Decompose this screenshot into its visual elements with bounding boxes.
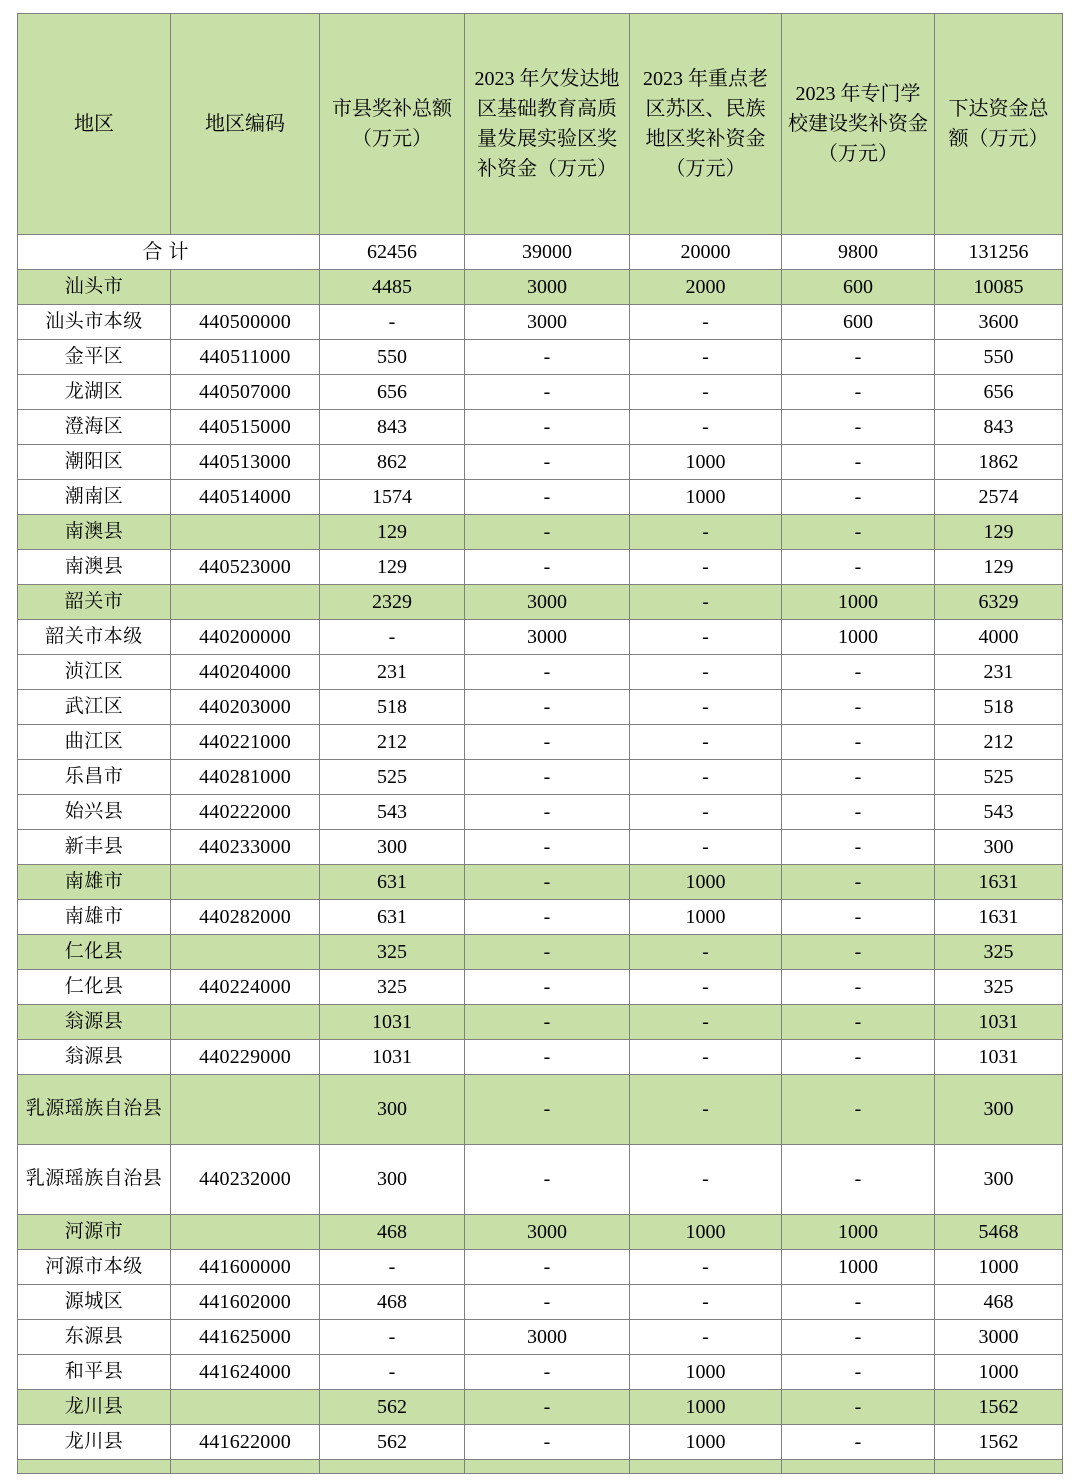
cell-region: 仁化县 <box>18 970 171 1005</box>
cell-oldarea: 1000 <box>630 480 782 515</box>
table-row <box>18 410 1063 445</box>
cell-special: - <box>782 550 935 585</box>
table-row <box>18 1285 1063 1320</box>
cell-region-code: 440282000 <box>171 900 320 935</box>
cell-citycounty: 631 <box>320 865 465 900</box>
table-row <box>18 585 1063 620</box>
cell-special: - <box>782 1390 935 1425</box>
cell-special: 600 <box>782 305 935 340</box>
cell-oldarea: 1000 <box>630 445 782 480</box>
cell-total: 300 <box>935 830 1063 865</box>
cell-underdev: - <box>465 1250 630 1285</box>
cell-region: 潮阳区 <box>18 445 171 480</box>
cell-region-code <box>171 1390 320 1425</box>
cell-special: - <box>782 830 935 865</box>
cell-region-code <box>171 270 320 305</box>
cell-total: 6329 <box>935 585 1063 620</box>
table-row <box>18 1460 1063 1474</box>
cell-region: 翁源县 <box>18 1005 171 1040</box>
cell-underdev: - <box>465 690 630 725</box>
cell-region-code: 440222000 <box>171 795 320 830</box>
cell-oldarea: - <box>630 410 782 445</box>
cell-total: 131256 <box>935 235 1063 270</box>
cell-special: 1000 <box>782 1215 935 1250</box>
cell-citycounty: 300 <box>320 1075 465 1145</box>
cell-citycounty: - <box>320 1355 465 1390</box>
cell-region: 南雄市 <box>18 900 171 935</box>
cell-citycounty: 300 <box>320 830 465 865</box>
cell-region-code: 440281000 <box>171 760 320 795</box>
table-row <box>18 725 1063 760</box>
cell-region: 南雄市 <box>18 865 171 900</box>
cell-total: 1000 <box>935 1355 1063 1390</box>
cell-total: 4000 <box>935 620 1063 655</box>
cell-region-code: 441602000 <box>171 1285 320 1320</box>
cell-region-code <box>171 865 320 900</box>
cell-total: 231 <box>935 655 1063 690</box>
cell-oldarea: - <box>630 760 782 795</box>
table-row <box>18 935 1063 970</box>
table-row <box>18 305 1063 340</box>
cell-oldarea: 1000 <box>630 1390 782 1425</box>
cell-special: - <box>782 900 935 935</box>
cell-special: - <box>782 725 935 760</box>
column-header-code: 地区编码 <box>171 14 320 235</box>
table-row <box>18 340 1063 375</box>
cell-special: - <box>782 795 935 830</box>
cell-oldarea: - <box>630 1320 782 1355</box>
cell-underdev: - <box>465 795 630 830</box>
cell-region: 潮南区 <box>18 480 171 515</box>
cell-region: 仁化县 <box>18 935 171 970</box>
table-row <box>18 445 1063 480</box>
cell-citycounty <box>320 1460 465 1474</box>
cell-oldarea <box>630 1460 782 1474</box>
cell-total: 2574 <box>935 480 1063 515</box>
cell-special: - <box>782 480 935 515</box>
cell-citycounty: 468 <box>320 1285 465 1320</box>
table-row <box>18 1005 1063 1040</box>
cell-region-code <box>171 515 320 550</box>
cell-region-code <box>171 1460 320 1474</box>
cell-region-code <box>171 1005 320 1040</box>
cell-region-code: 441625000 <box>171 1320 320 1355</box>
column-header-total: 下达资金总额（万元） <box>935 14 1063 235</box>
cell-underdev: 3000 <box>465 305 630 340</box>
cell-total: 129 <box>935 515 1063 550</box>
table-row <box>18 970 1063 1005</box>
table-row <box>18 690 1063 725</box>
cell-region-code: 440229000 <box>171 1040 320 1075</box>
cell-region-code <box>171 1075 320 1145</box>
cell-total: 543 <box>935 795 1063 830</box>
cell-total: 1031 <box>935 1005 1063 1040</box>
cell-oldarea: - <box>630 725 782 760</box>
cell-special: 9800 <box>782 235 935 270</box>
cell-region-code: 440224000 <box>171 970 320 1005</box>
cell-region-code <box>171 1215 320 1250</box>
cell-region: 浈江区 <box>18 655 171 690</box>
cell-citycounty: 550 <box>320 340 465 375</box>
cell-special: 1000 <box>782 620 935 655</box>
table-row <box>18 1390 1063 1425</box>
cell-region: 源城区 <box>18 1285 171 1320</box>
cell-underdev: - <box>465 1425 630 1460</box>
cell-special: - <box>782 655 935 690</box>
cell-region-code: 441622000 <box>171 1425 320 1460</box>
cell-region-code: 440511000 <box>171 340 320 375</box>
cell-underdev: - <box>465 550 630 585</box>
table-row <box>18 1355 1063 1390</box>
table-row <box>18 760 1063 795</box>
cell-total: 325 <box>935 935 1063 970</box>
cell-total: 129 <box>935 550 1063 585</box>
cell-region-code: 440221000 <box>171 725 320 760</box>
cell-citycounty: 62456 <box>320 235 465 270</box>
cell-citycounty: 212 <box>320 725 465 760</box>
cell-oldarea: - <box>630 1145 782 1215</box>
cell-special: 1000 <box>782 1250 935 1285</box>
cell-underdev: 3000 <box>465 270 630 305</box>
column-header-oldarea: 2023 年重点老区苏区、民族地区奖补资金（万元） <box>630 14 782 235</box>
cell-oldarea: - <box>630 1250 782 1285</box>
cell-special: - <box>782 1005 935 1040</box>
cell-region: 河源市 <box>18 1215 171 1250</box>
table-row <box>18 795 1063 830</box>
cell-region: 龙川县 <box>18 1390 171 1425</box>
cell-oldarea: - <box>630 515 782 550</box>
cell-oldarea: 20000 <box>630 235 782 270</box>
cell-oldarea: 1000 <box>630 1355 782 1390</box>
cell-oldarea: - <box>630 970 782 1005</box>
table-row <box>18 1145 1063 1215</box>
cell-citycounty: 1031 <box>320 1040 465 1075</box>
cell-special <box>782 1460 935 1474</box>
cell-region: 澄海区 <box>18 410 171 445</box>
cell-underdev: - <box>465 655 630 690</box>
cell-citycounty: 656 <box>320 375 465 410</box>
cell-total: 325 <box>935 970 1063 1005</box>
cell-underdev: - <box>465 1005 630 1040</box>
cell-region: 金平区 <box>18 340 171 375</box>
cell-total: 1562 <box>935 1425 1063 1460</box>
cell-total: 10085 <box>935 270 1063 305</box>
cell-citycounty: 129 <box>320 515 465 550</box>
cell-special: - <box>782 340 935 375</box>
cell-region: 南澳县 <box>18 550 171 585</box>
cell-region-code: 441600000 <box>171 1250 320 1285</box>
cell-region-code: 440515000 <box>171 410 320 445</box>
cell-region: 汕头市 <box>18 270 171 305</box>
cell-total: 5468 <box>935 1215 1063 1250</box>
cell-underdev: - <box>465 1285 630 1320</box>
cell-citycounty: 518 <box>320 690 465 725</box>
cell-region: 河源市本级 <box>18 1250 171 1285</box>
table-row <box>18 1250 1063 1285</box>
cell-region-code <box>171 935 320 970</box>
cell-region-code: 440233000 <box>171 830 320 865</box>
cell-region: 乳源瑶族自治县 <box>18 1145 171 1215</box>
cell-region: 和平县 <box>18 1355 171 1390</box>
column-header-citycounty: 市县奖补总额（万元） <box>320 14 465 235</box>
column-header-region: 地区 <box>18 14 171 235</box>
cell-underdev: - <box>465 480 630 515</box>
cell-underdev: - <box>465 760 630 795</box>
cell-oldarea: - <box>630 375 782 410</box>
cell-total: 3000 <box>935 1320 1063 1355</box>
cell-special: 600 <box>782 270 935 305</box>
cell-oldarea: - <box>630 1285 782 1320</box>
cell-total: 1000 <box>935 1250 1063 1285</box>
table-row <box>18 620 1063 655</box>
table-row <box>18 480 1063 515</box>
fund-allocation-table <box>17 13 1063 1474</box>
cell-special: - <box>782 375 935 410</box>
cell-special: - <box>782 1425 935 1460</box>
cell-special: - <box>782 515 935 550</box>
cell-citycounty: 231 <box>320 655 465 690</box>
cell-underdev: 3000 <box>465 620 630 655</box>
cell-special: - <box>782 865 935 900</box>
cell-underdev: - <box>465 1145 630 1215</box>
cell-region: 龙川县 <box>18 1425 171 1460</box>
cell-oldarea: 1000 <box>630 1215 782 1250</box>
cell-oldarea: - <box>630 690 782 725</box>
cell-underdev: - <box>465 1355 630 1390</box>
cell-underdev: - <box>465 900 630 935</box>
cell-underdev: 39000 <box>465 235 630 270</box>
cell-total: 3600 <box>935 305 1063 340</box>
cell-total: 1031 <box>935 1040 1063 1075</box>
cell-total: 656 <box>935 375 1063 410</box>
cell-citycounty: 129 <box>320 550 465 585</box>
cell-region-code: 440523000 <box>171 550 320 585</box>
cell-underdev: 3000 <box>465 585 630 620</box>
cell-citycounty: - <box>320 305 465 340</box>
cell-region-code: 440513000 <box>171 445 320 480</box>
cell-total: 843 <box>935 410 1063 445</box>
table-row <box>18 1320 1063 1355</box>
cell-region <box>18 1460 171 1474</box>
cell-region: 东源县 <box>18 1320 171 1355</box>
table-row <box>18 375 1063 410</box>
table-body <box>18 235 1063 1474</box>
table-header <box>18 14 1063 235</box>
cell-total: 1862 <box>935 445 1063 480</box>
cell-underdev: - <box>465 1390 630 1425</box>
cell-special: - <box>782 970 935 1005</box>
cell-region-code <box>171 585 320 620</box>
cell-oldarea: - <box>630 620 782 655</box>
cell-region-code: 441624000 <box>171 1355 320 1390</box>
cell-region-code: 440514000 <box>171 480 320 515</box>
table-row <box>18 270 1063 305</box>
cell-region: 乐昌市 <box>18 760 171 795</box>
cell-region-code: 440232000 <box>171 1145 320 1215</box>
table-row <box>18 235 1063 270</box>
cell-total: 1631 <box>935 900 1063 935</box>
cell-oldarea: - <box>630 305 782 340</box>
cell-underdev: 3000 <box>465 1320 630 1355</box>
cell-special: 1000 <box>782 585 935 620</box>
cell-citycounty: 1574 <box>320 480 465 515</box>
cell-total <box>935 1460 1063 1474</box>
cell-oldarea: 2000 <box>630 270 782 305</box>
cell-special: - <box>782 1075 935 1145</box>
cell-underdev: - <box>465 865 630 900</box>
cell-region: 翁源县 <box>18 1040 171 1075</box>
cell-special: - <box>782 410 935 445</box>
cell-total: 468 <box>935 1285 1063 1320</box>
cell-special: - <box>782 1285 935 1320</box>
cell-region-code: 440200000 <box>171 620 320 655</box>
cell-citycounty: 2329 <box>320 585 465 620</box>
cell-oldarea: 1000 <box>630 900 782 935</box>
cell-region: 曲江区 <box>18 725 171 760</box>
cell-underdev: - <box>465 1040 630 1075</box>
row-total-label: 合计 <box>18 235 320 270</box>
cell-citycounty: 325 <box>320 935 465 970</box>
cell-oldarea: - <box>630 935 782 970</box>
table-row <box>18 1075 1063 1145</box>
cell-citycounty: - <box>320 1250 465 1285</box>
cell-citycounty: 1031 <box>320 1005 465 1040</box>
cell-region: 南澳县 <box>18 515 171 550</box>
cell-region: 汕头市本级 <box>18 305 171 340</box>
cell-underdev: - <box>465 445 630 480</box>
cell-underdev: - <box>465 935 630 970</box>
cell-oldarea: - <box>630 1005 782 1040</box>
cell-region: 始兴县 <box>18 795 171 830</box>
cell-citycounty: 525 <box>320 760 465 795</box>
cell-region: 龙湖区 <box>18 375 171 410</box>
cell-underdev: 3000 <box>465 1215 630 1250</box>
cell-oldarea: - <box>630 1075 782 1145</box>
cell-oldarea: 1000 <box>630 865 782 900</box>
cell-special: - <box>782 1040 935 1075</box>
cell-oldarea: - <box>630 340 782 375</box>
cell-underdev: - <box>465 725 630 760</box>
cell-citycounty: 631 <box>320 900 465 935</box>
cell-oldarea: - <box>630 655 782 690</box>
cell-citycounty: 562 <box>320 1390 465 1425</box>
cell-special: - <box>782 760 935 795</box>
cell-special: - <box>782 1320 935 1355</box>
table-row <box>18 515 1063 550</box>
cell-underdev: - <box>465 830 630 865</box>
cell-special: - <box>782 935 935 970</box>
cell-oldarea: - <box>630 1040 782 1075</box>
cell-total: 1631 <box>935 865 1063 900</box>
table-row <box>18 1425 1063 1460</box>
cell-underdev: - <box>465 340 630 375</box>
table-row <box>18 1040 1063 1075</box>
cell-citycounty: 862 <box>320 445 465 480</box>
cell-underdev: - <box>465 1075 630 1145</box>
cell-citycounty: 468 <box>320 1215 465 1250</box>
header-row <box>18 14 1063 235</box>
table-row <box>18 865 1063 900</box>
cell-citycounty: - <box>320 620 465 655</box>
cell-total: 300 <box>935 1145 1063 1215</box>
cell-citycounty: 843 <box>320 410 465 445</box>
column-header-underdev: 2023 年欠发达地区基础教育高质量发展实验区奖补资金（万元） <box>465 14 630 235</box>
cell-region: 武江区 <box>18 690 171 725</box>
table-row <box>18 830 1063 865</box>
cell-oldarea: 1000 <box>630 1425 782 1460</box>
cell-underdev: - <box>465 410 630 445</box>
cell-total: 212 <box>935 725 1063 760</box>
cell-oldarea: - <box>630 585 782 620</box>
cell-region-code: 440204000 <box>171 655 320 690</box>
cell-region-code: 440500000 <box>171 305 320 340</box>
cell-underdev: - <box>465 375 630 410</box>
cell-underdev <box>465 1460 630 1474</box>
cell-special: - <box>782 690 935 725</box>
cell-citycounty: 325 <box>320 970 465 1005</box>
cell-special: - <box>782 1355 935 1390</box>
cell-region: 乳源瑶族自治县 <box>18 1075 171 1145</box>
cell-region: 韶关市 <box>18 585 171 620</box>
cell-total: 525 <box>935 760 1063 795</box>
cell-total: 300 <box>935 1075 1063 1145</box>
cell-underdev: - <box>465 970 630 1005</box>
table-row <box>18 1215 1063 1250</box>
cell-citycounty: 543 <box>320 795 465 830</box>
cell-citycounty: 4485 <box>320 270 465 305</box>
cell-total: 518 <box>935 690 1063 725</box>
table-row <box>18 550 1063 585</box>
cell-total: 550 <box>935 340 1063 375</box>
cell-citycounty: 562 <box>320 1425 465 1460</box>
cell-total: 1562 <box>935 1390 1063 1425</box>
cell-underdev: - <box>465 515 630 550</box>
cell-region-code: 440203000 <box>171 690 320 725</box>
table-row <box>18 655 1063 690</box>
cell-citycounty: - <box>320 1320 465 1355</box>
cell-region-code: 440507000 <box>171 375 320 410</box>
cell-special: - <box>782 445 935 480</box>
cell-region: 韶关市本级 <box>18 620 171 655</box>
column-header-special: 2023 年专门学校建设奖补资金（万元） <box>782 14 935 235</box>
table-row <box>18 900 1063 935</box>
cell-oldarea: - <box>630 830 782 865</box>
cell-region: 新丰县 <box>18 830 171 865</box>
cell-citycounty: 300 <box>320 1145 465 1215</box>
cell-oldarea: - <box>630 550 782 585</box>
cell-oldarea: - <box>630 795 782 830</box>
cell-special: - <box>782 1145 935 1215</box>
